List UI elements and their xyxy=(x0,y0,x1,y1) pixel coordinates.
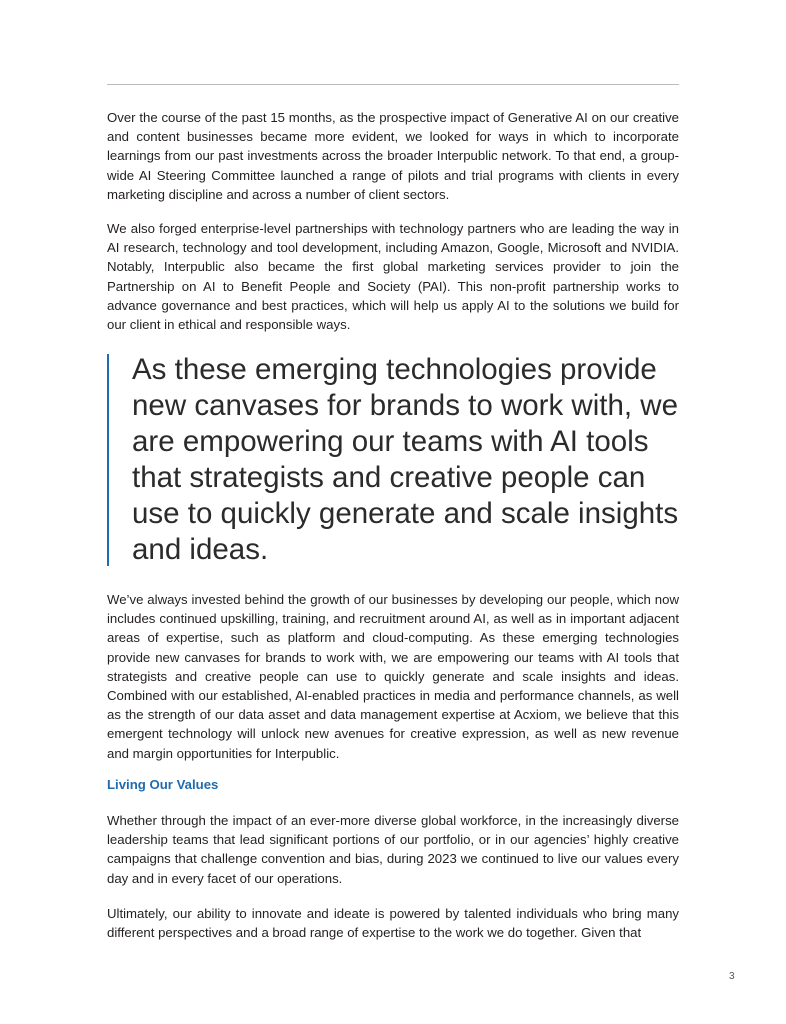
pull-quote-text: As these emerging technologies provide new canvases for brands to work with, we are empowering our teams with AI tools that strategists and creative people can use to quickly generate and scale insights and ideas. xyxy=(132,353,679,566)
pull-quote xyxy=(107,354,681,566)
page-number: 3 xyxy=(729,971,735,982)
body-paragraph-2: We also forged enterprise-level partnerships with technology partners who are leading the way in AI research, technology and tool development, including Amazon, Google, Microsoft and NVIDIA. Notably, Interpublic also became the first global marketing services provider to join the Partnership on AI to Benefit People and Society (PAI). This non-profit partnership works to advance governance and best practices, which will help us apply AI to the solutions we build for our client in ethical and responsible ways. xyxy=(107,221,679,333)
body-paragraph-5: Ultimately, our ability to innovate and ideate is powered by talented individuals who bring many different perspectives and a broad range of expertise to the work we do together. Given that xyxy=(107,906,679,941)
section-heading: Living Our Values xyxy=(107,777,219,792)
body-paragraph-4: Whether through the impact of an ever-more diverse global workforce, in the increasingly diverse leadership teams that lead significant portions of our portfolio, or in our agencies’ highly creative campaigns that challenge convention and bias, during 2023 we continued to live our values every day and in every facet of our operations. xyxy=(107,813,679,886)
body-paragraph-3: We’ve always invested behind the growth of our businesses by developing our people, which now includes continued upskilling, training, and recruitment around AI, as well as in important adjacent areas of expertise, such as platform and cloud-computing. As these emerging technologies provide new canvases for brands to work with, we are empowering our teams with AI tools that strategists and creative people can use to quickly generate and scale insights and ideas. Combined with our established, AI-enabled practices in media and performance channels, as well as the strength of our data asset and data management expertise at Acxiom, we believe that this emergent technology will unlock new avenues for creative expression, as well as new revenue and margin opportunities for Interpublic. xyxy=(107,592,679,761)
body-paragraph-1: Over the course of the past 15 months, as the prospective impact of Generative AI on our creative and content businesses became more evident, we looked for ways in which to incorporate learnings from our past investments across the broader Interpublic network. To that end, a group-wide AI Steering Committee launched a range of pilots and trial programs with clients in every marketing discipline and across a number of client sectors. xyxy=(107,110,679,202)
header-rule xyxy=(107,84,679,85)
